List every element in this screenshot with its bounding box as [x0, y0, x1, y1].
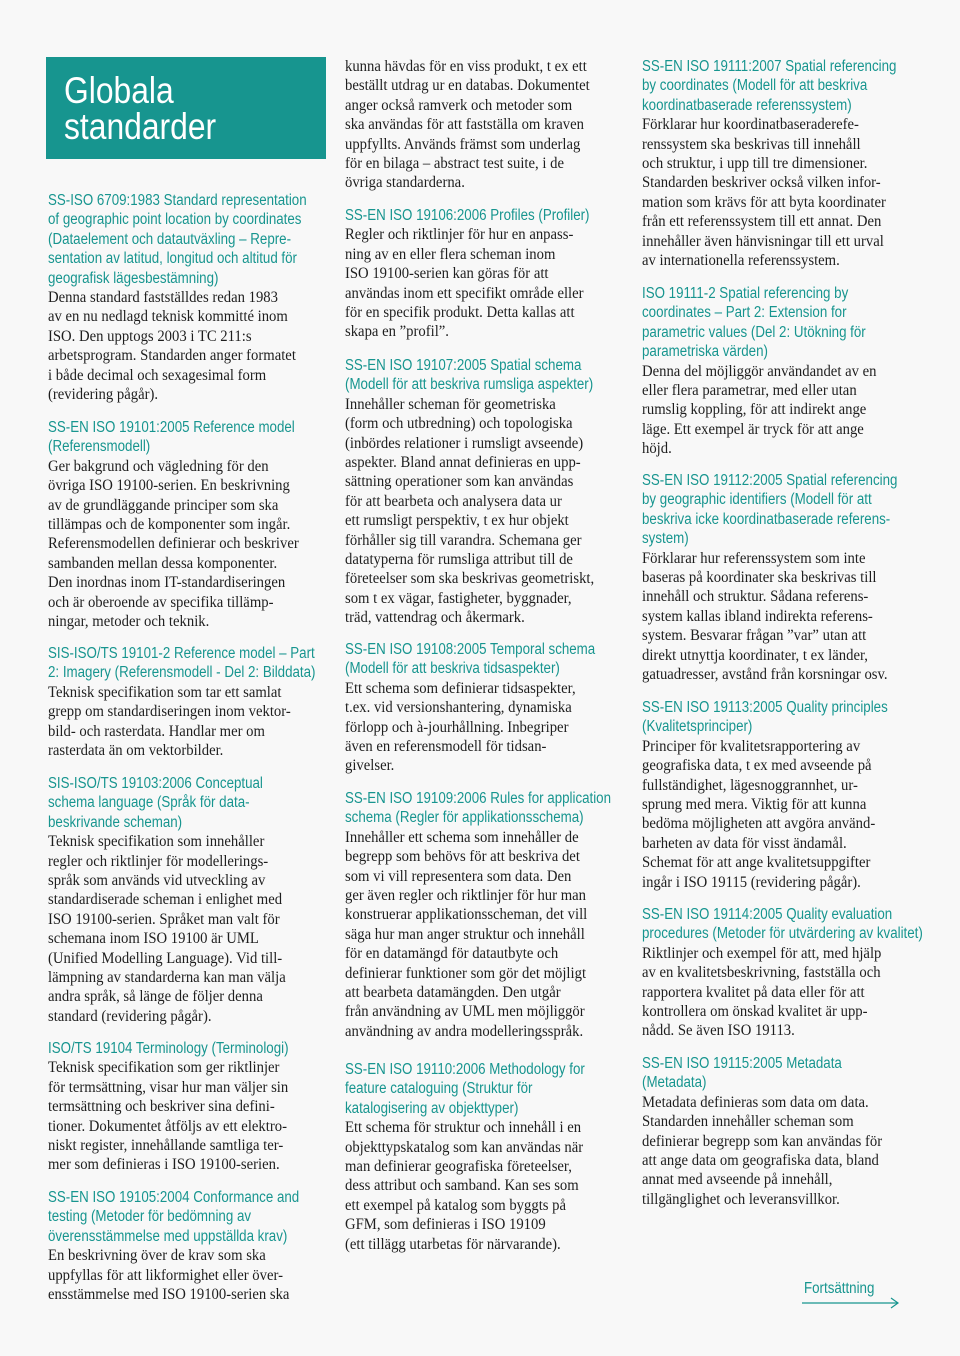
section-body-line: förlopp och à-jourhållning. Inbegriper	[345, 718, 569, 736]
section-body-line: bild- och rasterdata. Handlar mer om	[48, 722, 265, 740]
section-heading-line: SS-EN ISO 19109:2006 Rules for application	[345, 790, 612, 807]
section-body-line: av en kvalitetsbeskrivning, fastställa och	[642, 964, 881, 982]
section-body-line: eller flera parametrar, med eller utan	[642, 381, 857, 399]
section-body-line: definierar begrepp som kan användas för	[642, 1132, 883, 1150]
section-body-line: anger också ramverk och metoder som	[345, 96, 573, 114]
section-body-line: bedöma möjligheten att avgöra använd-	[642, 815, 876, 833]
section-body-line: och struktur, i upp till tre dimensioner.	[642, 154, 868, 172]
section-heading-line: by coordinates (Modell för att beskriva	[642, 77, 868, 95]
section-body-line: konstruerar applikationsscheman, det vill	[345, 906, 588, 924]
section-body-line: övriga ISO 19100-serien. En beskrivning	[48, 477, 290, 495]
section-body-line: annat med avseende på innehåll,	[642, 1171, 833, 1189]
section-heading-line: by geographic identifiers (Modell för att	[642, 491, 872, 509]
section-heading-line: geografisk lägesbestämning)	[48, 269, 219, 287]
section-body-line: (inbördes relationer i rumsligt avseende)	[345, 434, 584, 452]
section-body-line: fullständighet, lägesnoggrannhet, ur-	[642, 776, 858, 794]
section-body-line: för en specifik produkt. Detta kallas att	[345, 303, 575, 321]
standard-section	[345, 356, 634, 627]
section-body-line: skapa en ”profil”.	[345, 323, 449, 341]
section-body-line: beställt utdrag ur en databas. Dokumentet	[345, 77, 590, 95]
section-body-line: Principer för kvalitetsrapportering av	[642, 737, 861, 755]
section-body-line: dess attribut och samband. Kan ses som	[345, 1177, 579, 1195]
standard-section	[345, 1060, 624, 1254]
section-body-line: för att bearbeta och analysera data ur	[345, 492, 562, 510]
section-body-line: Förklarar hur koordinatbaseraderefe-	[642, 116, 859, 134]
section-body-line: förhåller sig till varandra. Schemana ger	[345, 531, 582, 549]
standard-section	[345, 57, 600, 193]
section-body-line: av en nu nedlagd teknisk kommitté inom	[48, 308, 288, 326]
section-body-line: standard (revidering pågår).	[48, 1007, 212, 1025]
section-body-line: ett exempel på katalog som byggts på	[345, 1196, 567, 1214]
section-body-line: renssystem ska beskrivas till innehåll	[642, 135, 861, 153]
section-body-line: från ett referenssystem till ett annat. Den	[642, 213, 882, 231]
section-body-line: Standarden innehåller scheman som	[642, 1113, 854, 1131]
section-body-line: uppfyllas för att likformighet eller över-	[48, 1266, 284, 1284]
section-body-line: rumslig koppling, för att indirekt ange	[642, 401, 867, 419]
section-body-line: Denna standard fastställdes redan 1983	[48, 288, 278, 306]
section-body-line: mation som krävs för att byta koordinater	[642, 193, 886, 211]
section-body-line: tillämpas och de komponenter som ingår.	[48, 515, 291, 533]
section-heading-line: (Modell för att beskriva rumsliga aspekter)	[345, 376, 594, 394]
section-heading-line: SS-EN ISO 19114:2005 Quality evaluation	[642, 906, 893, 923]
section-body-line: (revidering pågår).	[48, 385, 159, 403]
section-body-line: ingår i ISO 19115 (revidering pågår).	[642, 873, 861, 891]
section-body-line: datatyperna för rumsliga attribut till de	[345, 550, 573, 568]
section-body-line: innehåll och struktur. Sådana referens-	[642, 588, 869, 606]
section-body-line: läge. Ett exempel är tryck för att ange	[642, 420, 864, 438]
section-body-line: sättning operationer som kan användas	[345, 473, 574, 491]
section-body-line: rasterdata än om vektorbilder.	[48, 741, 224, 759]
section-body-line: grepp om standardiseringen inom vektor-	[48, 703, 291, 721]
section-body-line: som t ex vägar, fastigheter, byggnader,	[345, 589, 572, 607]
section-heading-line: (Referensmodell)	[48, 438, 151, 456]
standard-section	[48, 774, 298, 1026]
section-body-line: Denna del möjliggör användandet av en	[642, 362, 877, 380]
section-body-line: system kallas ibland indirekta referens-	[642, 607, 873, 625]
section-body-line: lämpning av standarderna kan man välja	[48, 968, 286, 986]
section-body-line: Metadata definieras som data om data.	[642, 1093, 869, 1111]
standard-section	[642, 1054, 892, 1209]
section-body-line: mer som definieras i ISO 19100-serien.	[48, 1156, 280, 1174]
section-body-line: Innehåller ett schema som innehåller de	[345, 828, 579, 846]
section-body-line: (ett tillägg utarbetas för närvarande).	[345, 1235, 561, 1253]
section-heading-line: SS-ISO 6709:1983 Standard representation	[48, 192, 307, 209]
section-body-line: i både decimal och sexagesimal form	[48, 366, 267, 384]
section-body-line: ger även regler och riktlinjer för hur man	[345, 886, 586, 904]
standard-section	[642, 57, 938, 270]
section-heading-line: 2: Imagery (Referensmodell - Del 2: Bilddata)	[48, 664, 316, 682]
section-body-line: säga hur man anger struktur och innehåll	[345, 925, 585, 943]
section-heading-line: SS-EN ISO 19110:2006 Methodology for	[345, 1061, 585, 1078]
section-heading-line: feature cataloguing (Struktur för	[345, 1080, 533, 1098]
section-body-line: ett rumsligt perspektiv, t ex hur objekt	[345, 512, 569, 530]
section-body-line: att ange data om geografiska data, bland	[642, 1151, 879, 1169]
section-body-line: av internationella referenssystem.	[642, 251, 840, 269]
section-body-line: användning av andra modelleringsspråk.	[345, 1022, 584, 1040]
section-body-line: ska användas för att fastställa om kraven	[345, 116, 584, 134]
section-body-line: Riktlinjer och exempel för att, med hjälp	[642, 944, 882, 962]
standard-section	[48, 1039, 328, 1175]
standard-section	[345, 640, 636, 776]
section-body-line: En beskrivning över de krav som ska	[48, 1247, 266, 1265]
section-heading-line: testing (Metoder för bedömning av	[48, 1208, 252, 1226]
section-heading-line: ISO 19111-2 Spatial referencing by	[642, 285, 849, 302]
section-body-line: innehåller även hänvisningar till ett urval	[642, 232, 884, 250]
section-body-line: nådd. Se även ISO 19113.	[642, 1022, 795, 1040]
arrow-right-icon[interactable]	[800, 1296, 904, 1310]
continuation-label[interactable]: Fortsättning	[804, 1280, 875, 1297]
section-body-line: standardiserade scheman i enlighet med	[48, 891, 283, 909]
section-body-line: höjd.	[642, 440, 672, 458]
section-body-line: ISO. Den upptogs 2003 i TC 211:s	[48, 327, 252, 345]
section-body-line: användas inom ett specifikt område eller	[345, 284, 584, 302]
section-body-line: aspekter. Bland annat definieras en upp-	[345, 453, 581, 471]
section-body-line: system. Besvarar frågan ”var” utan att	[642, 627, 867, 645]
section-heading-line: katalogisering av objekttyper)	[345, 1099, 519, 1117]
section-heading-line: SS-EN ISO 19108:2005 Temporal schema	[345, 641, 596, 658]
section-heading-line: SIS-ISO/TS 19103:2006 Conceptual	[48, 775, 263, 792]
section-body-line: sprung med mera. Viktig för att kunna	[642, 795, 867, 813]
section-body-line: Referensmodellen definierar och beskriver	[48, 535, 299, 553]
section-body-line: Regler och riktlinjer för hur en anpass-	[345, 226, 574, 244]
section-heading-line: system)	[642, 530, 689, 548]
section-body-line: direkt utnyttja koordinater, t ex länder,	[642, 646, 868, 664]
section-body-line: Ett schema som definierar tidsaspekter,	[345, 679, 576, 697]
section-heading-line: SS-EN ISO 19111:2007 Spatial referencing	[642, 58, 897, 75]
section-body-line: även en referensmodell för tidsan-	[345, 737, 547, 755]
section-body-line: sambanden mellan dessa komponenter.	[48, 554, 278, 572]
section-body-line: objekttypskatalog som kan användas när	[345, 1138, 584, 1156]
section-heading-line: of geographic point location by coordinates	[48, 211, 302, 229]
section-body-line: uppfyllts. Används främst som underlag	[345, 135, 581, 153]
section-heading-line: beskrivande scheman)	[48, 813, 183, 831]
section-heading-line: schema (Regler för applikationsschema)	[345, 809, 584, 827]
section-heading-line: coordinates – Part 2: Extension for	[642, 304, 847, 322]
standard-section	[48, 418, 335, 631]
section-body-line: träd, vattendrag och åkermark.	[345, 609, 525, 627]
section-body-line: övriga standarderna.	[345, 174, 465, 192]
section-body-line: företeelser som ska beskrivas geometriskt,	[345, 570, 595, 588]
section-body-line: arbetsprogram. Standarden anger formatet	[48, 347, 296, 365]
section-body-line: kontrollera om önskad kvalitet är upp-	[642, 1002, 868, 1020]
section-body-line: av de grundläggande principer som ska	[48, 496, 279, 514]
section-heading-line: SS-EN ISO 19101:2005 Reference model	[48, 419, 295, 436]
section-body-line: begrepp som behövs för att beskriva det	[345, 848, 580, 866]
section-body-line: gatuadresser, avstånd från korsningar osv.	[642, 665, 888, 683]
section-heading-line: SS-EN ISO 19113:2005 Quality principles	[642, 699, 888, 716]
section-body-line: ISO 19100-serien kan göras för att	[345, 265, 549, 283]
section-heading-line: (Dataelement och datautväxling – Repre-	[48, 230, 292, 248]
standard-section	[642, 284, 902, 459]
section-body-line: Innehåller scheman för geometriska	[345, 395, 556, 413]
section-heading-line: parametric values (Del 2: Utökning för	[642, 323, 866, 341]
section-heading-line: ISO/TS 19104 Terminology (Terminologi)	[48, 1040, 289, 1057]
standard-section	[345, 206, 629, 342]
section-body-line: för en bilaga – abstract test suite, i de	[345, 154, 564, 172]
section-body-line: tillgänglighet och leveransvillkor.	[642, 1190, 840, 1208]
section-body-line: tioner. Dokumentet åtföljs av ett elektro-	[48, 1117, 287, 1135]
section-body-line: Teknisk specifikation som innehåller	[48, 833, 265, 851]
section-heading-line: parametriska värden)	[642, 343, 768, 361]
section-body-line: man definierar geografiska företeelser,	[345, 1157, 572, 1175]
section-heading-line: beskriva icke koordinatbaserade referens-	[642, 510, 891, 528]
section-body-line: som vi vill representera som data. Den	[345, 867, 572, 885]
section-body-line: Förklarar hur referenssystem som inte	[642, 549, 866, 567]
section-body-line: språk som används vid utveckling av	[48, 871, 266, 889]
section-body-line: baseras på koordinater ska beskrivas till	[642, 568, 877, 586]
section-body-line: (form och utbredning) och topologiska	[345, 415, 573, 433]
section-body-line: ISO 19100-serien. Språket man valt för	[48, 910, 280, 928]
section-body-line: givelser.	[345, 757, 395, 775]
section-body-line: från användning av UML men möjliggör	[345, 1003, 585, 1021]
section-heading-line: sentation av latitud, longitud och altitud för	[48, 250, 297, 268]
section-body-line: Teknisk specifikation som tar ett samlat	[48, 683, 282, 701]
section-heading-line: (Metadata)	[642, 1074, 707, 1092]
section-heading-line: SS-EN ISO 19112:2005 Spatial referencing	[642, 472, 898, 489]
standard-section	[48, 191, 349, 404]
section-body-line: för en datamängd för datautbyte och	[345, 945, 559, 963]
section-body-line: regler och riktlinjer för modellerings-	[48, 852, 269, 870]
section-body-line: GFM, som definieras i ISO 19109	[345, 1216, 546, 1234]
section-body-line: niskt register, innehållande samtliga ter-	[48, 1136, 284, 1154]
section-body-line: kunna hävdas för en viss produkt, t ex ett	[345, 58, 587, 75]
section-heading-line: procedures (Metoder för utvärdering av kvalitet)	[642, 925, 923, 943]
section-body-line: ensstämmelse med ISO 19100-serien ska	[48, 1285, 290, 1303]
section-body-line: Teknisk specifikation som ger riktlinjer	[48, 1059, 280, 1077]
section-body-line: schemana inom ISO 19100 är UML	[48, 930, 259, 948]
section-body-line: ning av en eller flera scheman inom	[345, 245, 556, 263]
page-title-line-1: Globala	[64, 70, 174, 111]
section-body-line: termsättning och beskriver sina defini-	[48, 1098, 275, 1116]
section-body-line: definierar funktioner som gör det möjligt	[345, 964, 587, 982]
section-heading-line: schema language (Språk för data-	[48, 794, 250, 812]
standard-section	[642, 905, 960, 1041]
section-body-line: Ett schema för struktur och innehåll i en	[345, 1119, 582, 1137]
section-body-line: Standarden beskriver också vilken infor-	[642, 174, 881, 192]
section-heading-line: SS-EN ISO 19106:2006 Profiles (Profiler)	[345, 207, 590, 224]
section-body-line: barheten av data för visst ändamål.	[642, 834, 847, 852]
section-body-line: Schemat för att ange kvalitetsuppgifter	[642, 854, 871, 872]
standard-section	[345, 789, 654, 1041]
section-heading-line: SS-EN ISO 19107:2005 Spatial schema	[345, 357, 582, 374]
standard-section	[48, 1188, 340, 1304]
section-body-line: geografiska data, t ex med avseende på	[642, 757, 872, 775]
standard-section	[642, 471, 939, 684]
section-body-line: t.ex. vid versionshantering, dynamiska	[345, 699, 572, 717]
standard-section	[642, 698, 928, 892]
section-body-line: Ger bakgrund och vägledning för den	[48, 457, 269, 475]
section-body-line: rapportera kvalitet på data eller för att	[642, 983, 865, 1001]
standard-section	[48, 644, 359, 760]
section-heading-line: SS-EN ISO 19115:2005 Metadata	[642, 1055, 842, 1072]
section-heading-line: (Modell för att beskriva tidsaspekter)	[345, 660, 560, 678]
section-body-line: andra språk, så länge de följer denna	[48, 988, 263, 1006]
section-heading-line: SIS-ISO/TS 19101-2 Reference model – Part	[48, 645, 315, 662]
page-title-line-2: standarder	[64, 106, 217, 147]
section-heading-line: SS-EN ISO 19105:2004 Conformance and	[48, 1189, 300, 1206]
section-heading-line: överensstämmelse med uppställda krav)	[48, 1227, 288, 1245]
section-body-line: och är oberoende av specifika tillämp-	[48, 593, 274, 611]
section-body-line: ningar, metoder och teknik.	[48, 612, 210, 630]
section-body-line: Den inordnas inom IT-standardiseringen	[48, 574, 286, 592]
section-heading-line: koordinatbaserade referenssystem)	[642, 96, 852, 114]
section-body-line: (Unified Modelling Language). Vid till-	[48, 949, 283, 967]
section-body-line: för termsättning, visar hur man väljer sin	[48, 1078, 289, 1096]
section-heading-line: (Kvalitetsprinciper)	[642, 718, 753, 736]
section-body-line: att bearbeta datamängden. Den utgår	[345, 983, 561, 1001]
